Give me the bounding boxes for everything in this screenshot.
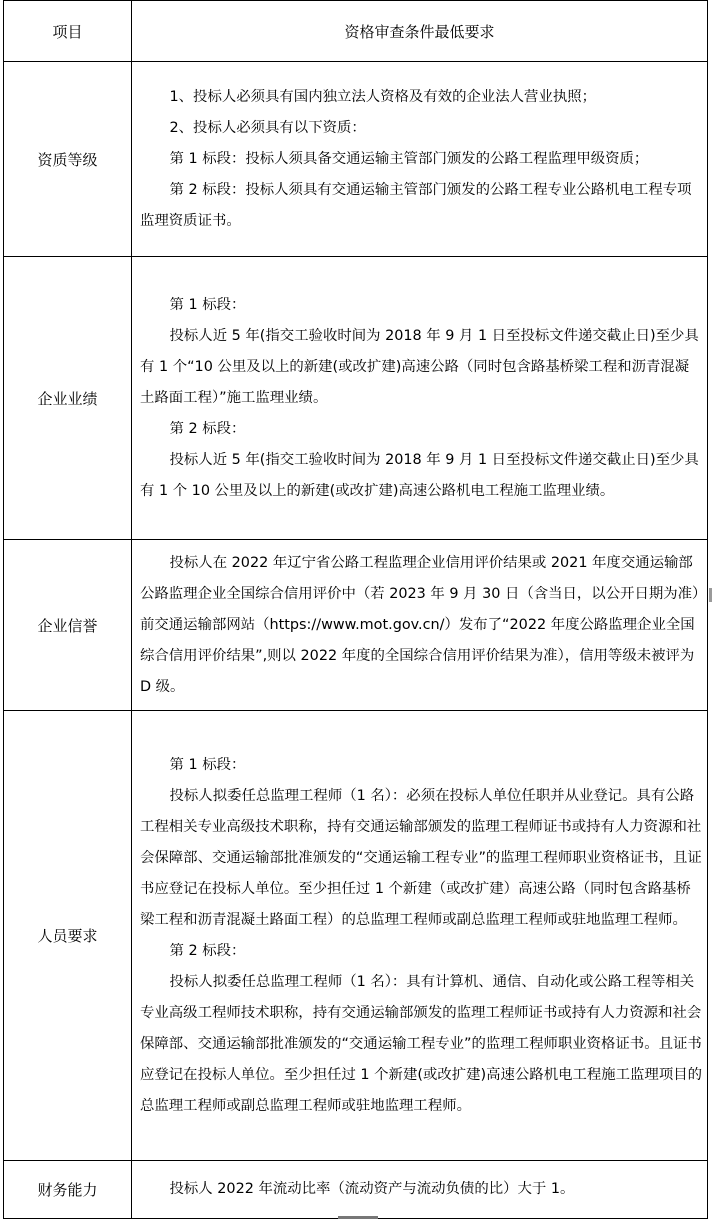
row-requirement [132, 1161, 708, 1219]
row-item-label: 资质等级 [4, 62, 132, 257]
requirement-paragraph: 第 2 标段： [169, 420, 246, 437]
requirement-paragraph: 第 2 标段：投标人须具有交通运输主管部门颁发的公路工程专业公路机电工程专项监理资质证书。 [140, 181, 692, 229]
requirement-paragraph: 投标人 2022 年流动比率（流动资产与流动负债的比）大于 1。 [169, 1181, 575, 1197]
header-requirement: 资格审查条件最低要求 [132, 1, 708, 62]
requirement-paragraph: 第 2 标段： [169, 942, 246, 959]
requirement-paragraph: 第 1 标段： [169, 296, 246, 313]
row-requirement [132, 711, 708, 1161]
table-row [4, 540, 708, 711]
table-row [4, 711, 708, 1161]
table-row [4, 1161, 708, 1219]
page-edge-marker [338, 1216, 378, 1219]
table-header-row [4, 1, 708, 62]
requirement-paragraph: 投标人近 5 年(指交工验收时间为 2018 年 9 月 1 日至投标文件递交截止日)至少具有 1 个“10 公里及以上的新建(或改扩建)高速公路（同时包含路基桥梁工程和沥青混凝土路面工程）”施工监理业绩。 [140, 327, 699, 406]
requirement-paragraph: 投标人在 2022 年辽宁省公路工程监理企业信用评价结果或 2021 年度交通运输部公路监理企业全国综合信用评价中（若 2023 年 9 月 30 日（含当日，以公开日期为准）前交通运输部网站（https://www.mot.gov.cn/）发布了“2022 年度公路监理企业全国综合信用评价结果”,则以 2022 年度的全国综合信用评价结果为准），信用等级未被评为 D 级。 [140, 554, 700, 695]
header-item: 项目 [4, 1, 132, 62]
requirement-paragraph: 投标人近 5 年(指交工验收时间为 2018 年 9 月 1 日至投标文件递交截止日)至少具有 1 个 10 公里及以上的新建(或改扩建)高速公路机电工程施工监理业绩。 [140, 451, 699, 499]
row-item-label: 企业信誉 [4, 540, 132, 711]
row-item-label: 人员要求 [4, 711, 132, 1161]
row-item-label: 企业业绩 [4, 257, 132, 540]
row-item-label: 财务能力 [4, 1161, 132, 1219]
requirement-paragraph: 投标人拟委任总监理工程师（1 名）：具有计算机、通信、自动化或公路工程等相关专业高级工程师技术职称，持有交通运输部颁发的监理工程师证书或持有人力资源和社会保障部、交通运输部批准颁发的“交通运输工程专业”的监理工程师职业资格证书。且证书应登记在投标人单位。至少担任过 1 个新建(或改扩建)高速公路机电工程施工监理项目的总监理工程师或副总监理工程师或驻地监理工程师。 [140, 973, 702, 1114]
requirement-paragraph: 2、投标人必须具有以下资质： [169, 119, 366, 136]
table-row [4, 257, 708, 540]
requirement-paragraph: 1、投标人必须具有国内独立法人资格及有效的企业法人营业执照； [169, 88, 597, 105]
requirement-paragraph: 第 1 标段： [169, 756, 246, 773]
row-requirement [132, 257, 708, 540]
qualification-table [3, 0, 708, 1219]
requirement-paragraph: 投标人拟委任总监理工程师（1 名）：必须在投标人单位任职并从业登记。具有公路工程相关专业高级技术职称，持有交通运输部颁发的监理工程师证书或持有人力资源和社会保障部、交通运输部批准颁发的“交通运输工程专业”的监理工程师职业资格证书，且证书应登记在投标人单位。至少担任过 1 个新建（或改扩建）高速公路（同时包含路基桥梁工程和沥青混凝土路面工程）的总监理工程师或副总监理工程师或驻地监理工程师。 [140, 787, 702, 928]
row-requirement [132, 62, 708, 257]
row-requirement [132, 540, 708, 711]
requirement-paragraph: 第 1 标段：投标人须具备交通运输主管部门颁发的公路工程监理甲级资质； [169, 150, 649, 167]
table-row [4, 62, 708, 257]
